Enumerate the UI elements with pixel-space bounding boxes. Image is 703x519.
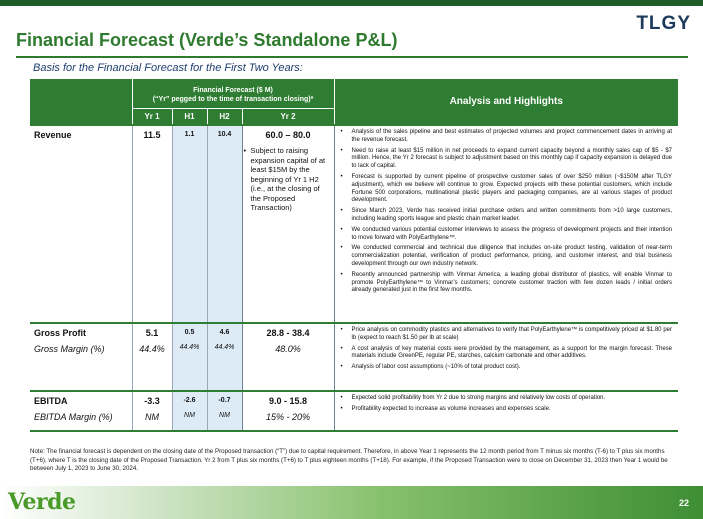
ebitda-label: EBITDA [34, 396, 68, 406]
ebitda-h2: -0.7 [218, 397, 231, 404]
ebitda-yr1: -3.3 [144, 396, 160, 406]
forecast-group-header-note: (“Yr” pegged to the time of transaction closing)* [152, 96, 314, 104]
ebitda-h2-cell [207, 391, 242, 431]
financial-forecast-table [30, 79, 678, 432]
gross-profit-yr2: 28.8 - 38.4 [266, 328, 310, 338]
gross-profit-analysis-cell [334, 323, 678, 391]
header-empty-cell [30, 79, 132, 108]
tlgy-logo: TLGY [636, 13, 691, 34]
ebitda-label-cell [30, 391, 132, 431]
table-bottom-rule [30, 431, 678, 432]
col-header-h1: H1 [172, 108, 207, 125]
gross-profit-bullet: • Analysis of labor cost assumptions (~10% of total product cost). [339, 364, 673, 372]
ebitda-yr1-cell [132, 391, 172, 431]
gross-margin-h1: 44.4% [179, 344, 200, 351]
revenue-yr2-cell [242, 125, 334, 323]
ebitda-margin-yr1: NM [145, 412, 159, 422]
table-row-revenue [30, 125, 678, 323]
ebitda-bullet-list [335, 392, 679, 419]
revenue-yr1: 11.5 [132, 125, 172, 323]
verde-logo: Verde [8, 489, 76, 515]
revenue-h2: 10.4 [207, 125, 242, 323]
revenue-label: Revenue [30, 125, 132, 323]
ebitda-margin-h2: NM [219, 412, 230, 419]
forecast-group-header [132, 79, 334, 108]
bottom-rule-cell [30, 431, 678, 432]
revenue-analysis-cell [334, 125, 678, 323]
gross-profit-h1: 0.5 [184, 329, 195, 336]
revenue-bullet: • Recently announced partnership with Vinmar America, a leading global distributor of plastics, will enable Vinmar to promote PolyEarthylene™ to Vinmar’s customers; concrete customer traction with few dozen leads / initial orders already generated just in the first few months. [339, 272, 673, 295]
ebitda-bullet: • Profitability expected to increase as volume increases and expenses scale. [339, 406, 673, 414]
col-header-yr1: Yr 1 [132, 108, 172, 125]
gross-margin-yr2: 48.0% [275, 344, 301, 354]
page-number: 22 [678, 498, 689, 508]
revenue-bullet: • We conducted various potential customer interviews to assess the progress of development projects and their intention to move forward with PolyEarthylene™. [339, 227, 673, 243]
gross-profit-h2-cell [207, 323, 242, 391]
revenue-bullet-list [335, 126, 679, 300]
top-accent-bar [0, 0, 703, 6]
gross-margin-label: Gross Margin (%) [34, 344, 105, 354]
header-empty-cell-2 [30, 108, 132, 125]
ebitda-yr2: 9.0 - 15.8 [268, 396, 308, 406]
gross-profit-bullet: • Price analysis on commodity plastics and alternatives to verify that PolyEarthylene™ is competitively priced at $1.80 per lb (expect to reach $1.50 per lb at scale) [339, 327, 673, 343]
revenue-yr2-note-text: Subject to raising expansion capital of at least $15M by the beginning of Yr 1 H2 (i.e., at the closing of the Proposed Transaction) [250, 146, 326, 212]
table-row-gross-profit [30, 323, 678, 391]
revenue-yr2-note [243, 140, 334, 213]
revenue-yr2: 60.0 – 80.0 [265, 130, 311, 140]
ebitda-h1: -2.6 [183, 397, 196, 404]
ebitda-analysis-cell [334, 391, 678, 431]
col-header-yr2: Yr 2 [242, 108, 334, 125]
col-header-h2: H2 [207, 108, 242, 125]
gross-profit-bullet-list [335, 324, 679, 377]
revenue-bullet: • We conducted commercial and technical due diligence that includes on-site product testing, validation of near-term commercialization potential, verification of product performance, pricing, and customer interest, and trial business development through our own industry network. [339, 245, 673, 268]
gross-profit-h2: 4.6 [219, 329, 230, 336]
ebitda-margin-label: EBITDA Margin (%) [34, 412, 113, 422]
gross-profit-yr1: 5.1 [145, 328, 159, 338]
bullet-dot: • [243, 146, 247, 155]
page-subtitle: Basis for the Financial Forecast for the First Two Years: [33, 62, 303, 74]
ebitda-h1-cell [172, 391, 207, 431]
ebitda-yr2-cell [242, 391, 334, 431]
footnote: Note: The financial forecast is dependent on the closing date of the Proposed transaction (“T”) due to capital requirement. Therefore, in above Year 1 represents the 12 month period from T minus six months (T-6) to T plus six months (T+6), where T is the closing date of the Proposed Transaction. Yr 2 from T plus six months (T+6) to T plus eighteen months (T+18). For example, if the Proposed Transaction were to close on December 31, 2023 then Year 1 would be between July 1, 2023 to June 30, 2024. [30, 448, 668, 473]
gross-profit-bullet: • A cost analysis of key material costs were provided by the management, as a support for the margin forecast. These materials include GreenPE, regular PE, starches, calcium carbonate and other additives. [339, 346, 673, 362]
revenue-bullet: • Analysis of the sales pipeline and best estimates of projected volumes and project commencement dates in arriving at the revenue forecast. [339, 129, 673, 145]
title-divider [16, 56, 688, 58]
revenue-h1: 1.1 [172, 125, 207, 323]
analysis-header: Analysis and Highlights [334, 79, 678, 125]
gross-profit-yr2-cell [242, 323, 334, 391]
ebitda-bullet: • Expected solid profitability from Yr 2 due to strong margins and relatively low costs of operation. [339, 395, 673, 403]
gross-profit-yr1-cell [132, 323, 172, 391]
table-row-ebitda [30, 391, 678, 431]
revenue-bullet: • Forecast is supported by current pipeline of prospective customer sales of over $250 million (~$150M after TLGY adjustment), which we believe will continue to grow. Expected projects with these potential customers, which include Fortune 500 corporations, multinational plastic players and packaging companies, are at various stages of product development. [339, 174, 673, 205]
gross-profit-h1-cell [172, 323, 207, 391]
footer-band [0, 486, 703, 519]
revenue-bullet: • Need to raise at least $15 million in net proceeds to expand current capacity beyond a monthly sales cap of $5 - $7 million. Hence, the Yr 2 forecast is subject to adjustment based on this monthly cap if capacity expansion is delayed due to lack of capital. [339, 148, 673, 171]
gross-margin-h2: 44.4% [214, 344, 235, 351]
gross-margin-yr1: 44.4% [139, 344, 165, 354]
revenue-bullet: • Since March 2023, Verde has received initial purchase orders and written commitments from >10 large customers, including leading sports league and plastic chain market leader. [339, 208, 673, 224]
gross-profit-label-cell [30, 323, 132, 391]
table-group-header-row [30, 79, 678, 108]
gross-profit-label: Gross Profit [34, 328, 87, 338]
ebitda-margin-yr2: 15% - 20% [265, 412, 311, 422]
page-title: Financial Forecast (Verde’s Standalone P&L) [16, 30, 398, 50]
forecast-group-header-title: Financial Forecast ($ M) [193, 87, 273, 95]
ebitda-margin-h1: NM [184, 412, 195, 419]
